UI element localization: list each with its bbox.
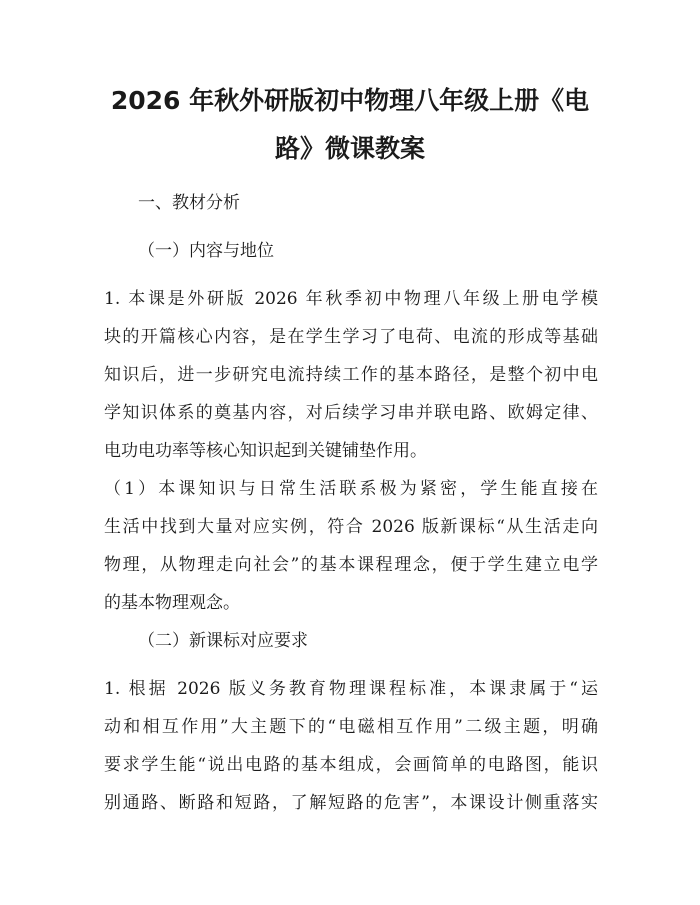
document-title-line-1: 2026 年秋外研版初中物理八年级上册《电 (110, 86, 590, 115)
document-title-line-2: 路》微课教案 (274, 134, 425, 163)
paragraph-curriculum-requirements (104, 678, 598, 830)
paragraph-line: 学知识体系的奠基内容，对后续学习串并联电路、欧姆定律、 (104, 403, 598, 423)
paragraph-line: 物理，从物理走向社会”的基本课程理念，便于学生建立电学 (104, 555, 598, 575)
section-heading-textbook-analysis: 一、教材分析 (138, 193, 240, 213)
paragraph-content-position (104, 288, 598, 478)
paragraph-line: （1）本课知识与日常生活联系极为紧密，学生能直接在 (104, 479, 598, 499)
paragraph-life-connection (104, 478, 598, 630)
paragraph-line: 电功电功率等核心知识起到关键铺垫作用。 (104, 441, 427, 461)
paragraph-line: 1. 根据 2026 版义务教育物理课程标准，本课隶属于“运 (104, 679, 598, 699)
paragraph-line: 生活中找到大量对应实例，符合 2026 版新课标“从生活走向 (104, 517, 598, 537)
paragraph-line: 要求学生能“说出电路的基本组成，会画简单的电路图，能识 (104, 755, 598, 775)
paragraph-line: 动和相互作用”大主题下的“电磁相互作用”二级主题，明确 (104, 717, 598, 737)
paragraph-line: 块的开篇核心内容，是在学生学习了电荷、电流的形成等基础 (104, 327, 598, 347)
paragraph-line: 知识后，进一步研究电流持续工作的基本路径，是整个初中电 (104, 365, 598, 385)
subsection-heading-curriculum-standards: （二）新课标对应要求 (138, 631, 308, 651)
subsection-heading-content-position: （一）内容与地位 (138, 241, 274, 261)
paragraph-line: 1. 本课是外研版 2026 年秋季初中物理八年级上册电学模 (104, 289, 598, 309)
paragraph-line: 的基本物理观念。 (104, 593, 240, 613)
paragraph-line: 别通路、断路和短路，了解短路的危害”，本课设计侧重落实 (104, 793, 598, 813)
